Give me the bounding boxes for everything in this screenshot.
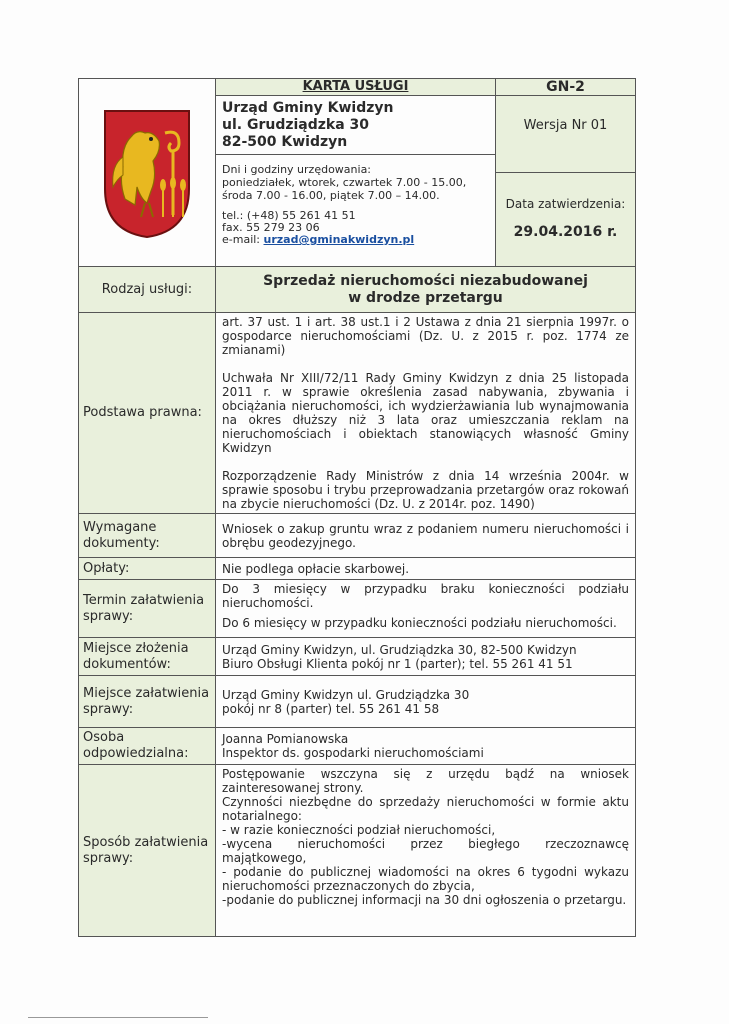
- card-title: KARTA USŁUGI: [216, 79, 495, 96]
- card-code: GN-2: [496, 79, 635, 96]
- legal-basis-p3: Rozporządzenie Rady Ministrów z dnia 14 września 2004r. w sprawie sposobu i trybu przeprowadzania przetargów oraz rokowań na zbycie nieruchomości (Dz. U. z 2014r. poz. 1490): [222, 469, 629, 511]
- hours-line1: poniedziałek, wtorek, czwartek 7.00 - 15.00,: [222, 176, 467, 189]
- documents-label: Wymagane dokumenty:: [79, 514, 216, 558]
- deadline-label: Termin załatwienia sprawy:: [79, 580, 216, 638]
- phone: tel.: (+48) 55 261 41 51: [222, 209, 356, 222]
- documents-text: Wniosek o zakup gruntu wraz z podaniem numeru nieruchomości i obrębu geodezyjnego.: [216, 514, 636, 558]
- responsible-label: Osoba odpowiedzialna:: [79, 728, 216, 765]
- hours-line2: środa 7.00 - 16.00, piątek 7.00 – 14.00.: [222, 189, 440, 202]
- handling-place-line1: Urząd Gminy Kwidzyn ul. Grudziądzka 30: [222, 687, 470, 702]
- responsible-name: Joanna Pomianowska: [222, 732, 349, 746]
- service-card: [78, 78, 635, 937]
- row-method: [79, 765, 636, 937]
- fees-label: Opłaty:: [79, 558, 216, 580]
- email-row: [222, 234, 489, 246]
- row-responsible: [79, 728, 636, 765]
- office-info-cell: [216, 79, 496, 267]
- handling-place-content: [216, 676, 636, 728]
- submission-content: [216, 638, 636, 676]
- coat-of-arms-icon: [101, 107, 193, 239]
- submission-line1: Urząd Gminy Kwidzyn, ul. Grudziądzka 30, 82-500 Kwidzyn: [222, 642, 577, 657]
- submission-label: Miejsce złożenia dokumentów:: [79, 638, 216, 676]
- submission-line2: Biuro Obsługi Klienta pokój nr 1 (parter); tel. 55 261 41 51: [222, 656, 573, 671]
- row-documents: [79, 514, 636, 558]
- service-label: Rodzaj usługi:: [79, 267, 216, 313]
- service-title-line2: w drodze przetargu: [348, 289, 503, 306]
- crest-cell: [79, 79, 216, 267]
- row-fees: [79, 558, 636, 580]
- email-label: e-mail:: [222, 233, 264, 246]
- service-title-cell: [216, 267, 636, 313]
- footer-rule: [28, 1017, 208, 1018]
- method-line2: Czynności niezbędne do sprzedaży nieruchomości w formie aktu notarialnego:: [222, 795, 629, 823]
- legal-basis-content: [216, 313, 636, 514]
- deadline-p1: Do 3 miesięcy w przypadku braku konieczności podziału nieruchomości.: [222, 582, 629, 610]
- version: Wersja Nr 01: [496, 96, 635, 172]
- method-line1: Postępowanie wszczyna się z urzędu bądź na wniosek zainteresowanej strony.: [222, 767, 629, 795]
- header-row: [79, 79, 636, 267]
- legal-basis-label: Podstawa prawna:: [79, 313, 216, 514]
- method-label: Sposób załatwienia sprawy:: [79, 765, 216, 937]
- row-service-type: [79, 267, 636, 313]
- method-content: [216, 765, 636, 937]
- legal-basis-p1: art. 37 ust. 1 i art. 38 ust.1 i 2 Ustawa z dnia 21 sierpnia 1997r. o gospodarce nieruchomościami (Dz. U. z 2015 r. poz. 1774 ze zmianami): [222, 315, 629, 357]
- office-name: Urząd Gminy Kwidzyn: [222, 100, 394, 116]
- deadline-p2: Do 6 miesięcy w przypadku konieczności podziału nieruchomości.: [222, 616, 617, 630]
- handling-place-line2: pokój nr 8 (parter) tel. 55 261 41 58: [222, 701, 440, 716]
- email-link[interactable]: urzad@gminakwidzyn.pl: [263, 233, 415, 246]
- office-city: 82-500 Kwidzyn: [222, 134, 348, 150]
- approval-date: 29.04.2016 r.: [513, 224, 618, 240]
- method-line6: -podanie do publicznej informacji na 30 dni ogłoszenia o przetargu.: [222, 893, 627, 907]
- deadline-content: [216, 580, 636, 638]
- row-submission: [79, 638, 636, 676]
- service-title-line1: Sprzedaż nieruchomości niezabudowanej: [263, 272, 588, 289]
- row-handling-place: [79, 676, 636, 728]
- legal-basis-p2: Uchwała Nr XIII/72/11 Rady Gminy Kwidzyn z dnia 25 listopada 2011 r. w sprawie określenia zasad nabywania, zbywania i obciążania nieruchomości, ich wydzierżawiania lub wynajmowania na okres dłuższy niż 3 lata oraz umieszczania reklam na nieruchomościach i obiektach stanowiących własność Gminy Kwidzyn: [222, 371, 629, 455]
- service-table: [78, 78, 636, 937]
- method-line4: -wycena nieruchomości przez biegłego rzeczoznawcę majątkowego,: [222, 837, 629, 865]
- responsible-content: [216, 728, 636, 765]
- handling-place-label: Miejsce załatwienia sprawy:: [79, 676, 216, 728]
- row-deadline: [79, 580, 636, 638]
- row-legal-basis: [79, 313, 636, 514]
- approval-label: Data zatwierdzenia:: [505, 197, 626, 211]
- method-line5: - podanie do publicznej wiadomości na okres 6 tygodni wykazu nieruchomości przeznaczonych do zbycia,: [222, 865, 629, 893]
- office-street: ul. Grudziądzka 30: [222, 117, 370, 133]
- fees-text: Nie podlega opłacie skarbowej.: [216, 558, 636, 580]
- hours-title: Dni i godziny urzędowania:: [222, 163, 372, 176]
- fax: fax. 55 279 23 06: [222, 221, 320, 234]
- responsible-position: Inspektor ds. gospodarki nieruchomościami: [222, 746, 484, 760]
- code-cell: [496, 79, 636, 267]
- method-line3: - w razie konieczności podział nieruchomości,: [222, 823, 496, 837]
